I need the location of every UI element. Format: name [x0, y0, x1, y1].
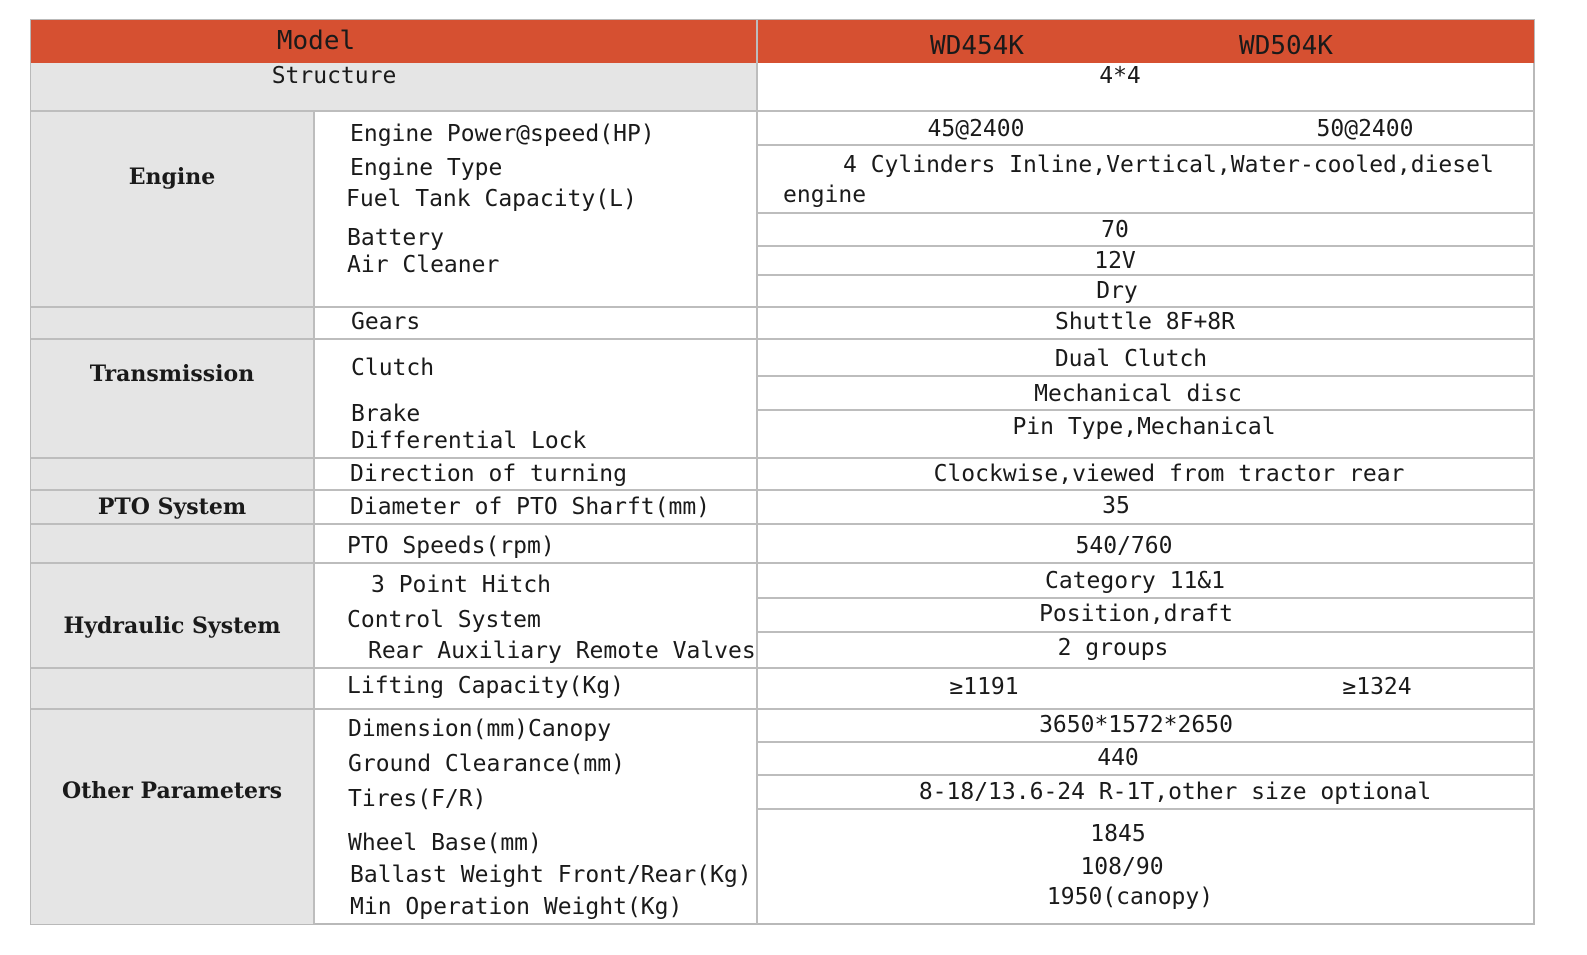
value-min-operation-weight: 1950(canopy)	[1046, 884, 1214, 910]
label-3-point-hitch: 3 Point Hitch	[371, 572, 552, 598]
value-divider	[757, 144, 1534, 146]
row-divider	[31, 306, 1534, 308]
divider-group-column	[313, 110, 315, 924]
label-direction-of-turning: Direction of turning	[350, 461, 627, 487]
model-header: Model	[276, 26, 356, 56]
label-ballast-weight: Ballast Weight Front/Rear(Kg)	[350, 862, 752, 888]
row-divider	[31, 110, 1534, 112]
value-dimension: 3650*1572*2650	[1039, 712, 1233, 738]
value-divider	[757, 741, 1534, 743]
group-engine: Engine	[128, 164, 216, 190]
value-power-wd454k: 45@2400	[927, 116, 1025, 142]
value-direction-of-turning: Clockwise,viewed from tractor rear	[933, 461, 1405, 487]
group-transmission: Transmission	[89, 361, 255, 387]
value-divider	[757, 409, 1534, 411]
value-divider	[757, 274, 1534, 276]
value-divider	[757, 631, 1534, 633]
label-min-operation-weight: Min Operation Weight(Kg)	[350, 894, 683, 920]
row-divider	[31, 708, 1534, 710]
value-ballast-weight: 108/90	[1080, 854, 1164, 880]
value-brake: Mechanical disc	[1034, 381, 1242, 407]
divider-model-column	[756, 20, 758, 924]
value-power-wd504k: 50@2400	[1316, 116, 1414, 142]
value-differential-lock: Pin Type,Mechanical	[1012, 414, 1276, 440]
row-divider	[31, 489, 1534, 491]
group-other-parameters: Other Parameters	[61, 778, 283, 804]
label-remote-valves: Rear Auxiliary Remote Valves	[368, 638, 756, 664]
value-gears: Shuttle 8F+8R	[1054, 309, 1236, 335]
value-pto-diameter: 35	[1102, 493, 1130, 519]
label-fuel-tank: Fuel Tank Capacity(L)	[346, 186, 637, 212]
label-control-system: Control System	[347, 607, 541, 633]
group-pto-system: PTO System	[97, 494, 247, 520]
value-fuel-tank: 70	[1101, 217, 1129, 243]
value-divider	[757, 808, 1534, 810]
value-clutch: Dual Clutch	[1054, 346, 1208, 372]
value-ground-clearance: 440	[1097, 745, 1139, 771]
value-pto-speeds: 540/760	[1075, 533, 1173, 559]
structure-label: Structure	[271, 63, 397, 89]
model-name-wd504k: WD504K	[1239, 31, 1333, 61]
value-engine-type: 4 Cylinders Inline,Vertical,Water-cooled,diesel	[843, 152, 1494, 178]
row-divider	[31, 523, 1534, 525]
label-pto-diameter: Diameter of PTO Sharft(mm)	[350, 494, 711, 520]
label-wheel-base: Wheel Base(mm)	[348, 830, 542, 856]
label-differential-lock: Differential Lock	[351, 428, 587, 454]
value-remote-valves: 2 groups	[1057, 635, 1169, 661]
row-divider	[31, 457, 1534, 459]
value-lifting-wd454k: ≥1191	[949, 674, 1019, 700]
value-tires: 8-18/13.6-24 R-1T,other size optional	[918, 779, 1432, 805]
label-engine-type: Engine Type	[350, 155, 503, 181]
row-divider	[31, 562, 1534, 564]
value-air-cleaner: Dry	[1096, 278, 1138, 304]
label-battery: Battery	[347, 225, 444, 251]
label-air-cleaner: Air Cleaner	[347, 252, 500, 278]
value-divider	[757, 597, 1534, 599]
structure-value: 4*4	[1099, 63, 1141, 89]
model-name-wd454k: WD454K	[930, 31, 1024, 61]
label-tires: Tires(F/R)	[348, 786, 487, 812]
label-brake: Brake	[351, 401, 421, 427]
group-hydraulic-system: Hydraulic System	[63, 613, 281, 639]
value-divider	[757, 375, 1534, 377]
row-divider	[31, 667, 1534, 669]
value-divider	[757, 774, 1534, 776]
value-divider	[757, 212, 1534, 214]
value-3-point-hitch: Category 11&1	[1044, 568, 1226, 594]
value-divider	[757, 245, 1534, 247]
value-engine-type-cont: engine	[783, 182, 867, 208]
label-clutch: Clutch	[351, 355, 435, 381]
label-gears: Gears	[351, 309, 421, 335]
label-dimension: Dimension(mm)Canopy	[348, 716, 612, 742]
label-engine-power: Engine Power@speed(HP)	[350, 121, 655, 147]
label-ground-clearance: Ground Clearance(mm)	[348, 751, 625, 777]
label-pto-speeds: PTO Speeds(rpm)	[347, 533, 555, 559]
value-lifting-wd504k: ≥1324	[1342, 674, 1412, 700]
value-battery: 12V	[1094, 248, 1136, 274]
label-lifting-capacity: Lifting Capacity(Kg)	[347, 673, 624, 699]
row-divider	[31, 338, 1534, 340]
value-wheel-base: 1845	[1090, 821, 1146, 847]
value-control-system: Position,draft	[1039, 601, 1233, 627]
